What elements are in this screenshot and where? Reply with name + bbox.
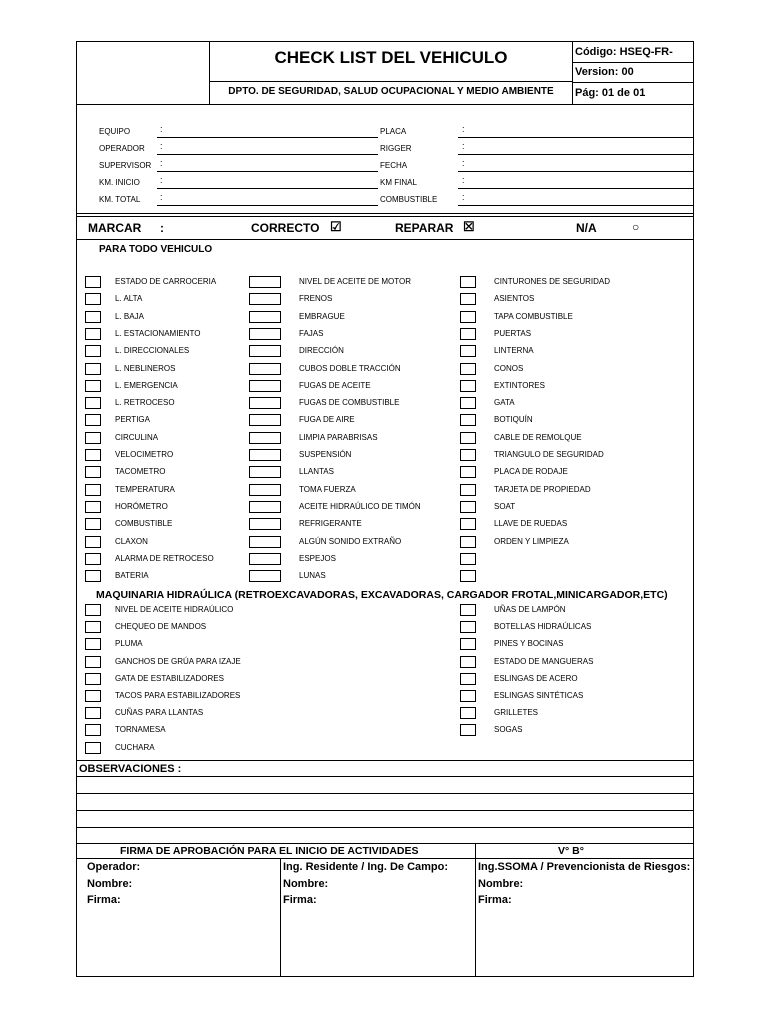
check-box[interactable]: [460, 724, 476, 736]
check-box[interactable]: [460, 484, 476, 496]
check-item-label: SUSPENSIÓN: [299, 450, 352, 459]
form-title: CHECK LIST DEL VEHICULO: [274, 48, 508, 67]
check-box[interactable]: [85, 484, 101, 496]
firma-heading: FIRMA DE APROBACIÓN PARA EL INICIO DE ACTIVIDADES: [120, 845, 419, 857]
check-item-label: FUGAS DE COMBUSTIBLE: [299, 398, 400, 407]
observaciones-line[interactable]: [77, 810, 694, 811]
observaciones-line[interactable]: [77, 793, 694, 794]
check-box[interactable]: [85, 449, 101, 461]
info-field[interactable]: [458, 154, 694, 155]
section-divider: [77, 760, 694, 761]
check-item-label: PLACA DE RODAJE: [494, 467, 568, 476]
check-item-label: EXTINTORES: [494, 381, 545, 390]
check-item-label: ESPEJOS: [299, 554, 336, 563]
check-item-label: ALGÚN SONIDO EXTRAÑO: [299, 537, 402, 546]
info-label: COMBUSTIBLE: [380, 195, 438, 204]
info-label: RIGGER: [380, 144, 412, 153]
check-box[interactable]: [249, 328, 281, 340]
check-item-label: ACEITE HIDRAÚLICO DE TIMÓN: [299, 502, 421, 511]
check-box[interactable]: [460, 276, 476, 288]
check-item-label: TOMA FUERZA: [299, 485, 356, 494]
section-divider: [77, 843, 694, 844]
info-label: SUPERVISOR: [99, 161, 152, 170]
check-box[interactable]: [85, 673, 101, 685]
check-item-label: LLANTAS: [299, 467, 334, 476]
check-box[interactable]: [460, 363, 476, 375]
check-box[interactable]: [85, 380, 101, 392]
info-field[interactable]: [157, 188, 378, 189]
check-box[interactable]: [85, 311, 101, 323]
check-item-label: TARJETA DE PROPIEDAD: [494, 485, 591, 494]
info-field[interactable]: [458, 171, 694, 172]
check-box[interactable]: [460, 311, 476, 323]
check-box[interactable]: [460, 518, 476, 530]
check-box[interactable]: [85, 536, 101, 548]
check-box[interactable]: [249, 293, 281, 305]
check-item-label: BOTELLAS HIDRAÚLICAS: [494, 622, 592, 631]
info-label: KM. INICIO: [99, 178, 140, 187]
check-box[interactable]: [249, 536, 281, 548]
firma-divider: [280, 858, 281, 976]
check-box[interactable]: [460, 466, 476, 478]
info-colon: :: [462, 158, 465, 168]
check-box[interactable]: [460, 397, 476, 409]
vehiculo-section-title: PARA TODO VEHICULO: [99, 244, 213, 255]
check-box[interactable]: [460, 501, 476, 513]
check-box[interactable]: [460, 690, 476, 702]
check-item-label: CONOS: [494, 364, 524, 373]
check-item-label: PERTIGA: [115, 415, 150, 424]
check-item-label: ASIENTOS: [494, 294, 535, 303]
check-box[interactable]: [460, 604, 476, 616]
firma-nombre-label: Nombre:: [478, 878, 524, 890]
check-box[interactable]: [249, 518, 281, 530]
info-colon: :: [462, 175, 465, 185]
check-item-label: L. EMERGENCIA: [115, 381, 178, 390]
check-item-label: PUERTAS: [494, 329, 532, 338]
info-colon: :: [160, 158, 163, 168]
check-item-label: TRIANGULO DE SEGURIDAD: [494, 450, 604, 459]
observaciones-line[interactable]: [77, 776, 694, 777]
check-box[interactable]: [460, 673, 476, 685]
check-item-label: CUBOS DOBLE TRACCIÓN: [299, 364, 401, 373]
info-colon: :: [160, 141, 163, 151]
header-divider: [77, 104, 694, 105]
check-item-label: GANCHOS DE GRÚA PARA IZAJE: [115, 657, 241, 666]
check-box[interactable]: [460, 432, 476, 444]
check-item-label: EMBRAGUE: [299, 312, 345, 321]
check-item-label: L. ALTA: [115, 294, 143, 303]
check-item-label: GATA: [494, 398, 515, 407]
check-item-label: SOAT: [494, 502, 516, 511]
check-box[interactable]: [85, 656, 101, 668]
info-colon: :: [462, 192, 465, 202]
section-divider: [77, 216, 694, 217]
check-item-label: ESTADO DE CARROCERIA: [115, 277, 217, 286]
checkbox-crossed-icon: ☒: [463, 219, 475, 234]
check-item-label: PINES Y BOCINAS: [494, 639, 564, 648]
check-box[interactable]: [85, 345, 101, 357]
check-item-label: TACOS PARA ESTABILIZADORES: [115, 691, 241, 700]
check-item-label: BATERIA: [115, 571, 149, 580]
info-field[interactable]: [458, 205, 694, 206]
check-item-label: BOTIQUÍN: [494, 415, 533, 424]
reparar-label: REPARAR: [395, 221, 454, 235]
info-field[interactable]: [458, 188, 694, 189]
header-divider: [572, 82, 694, 83]
check-box[interactable]: [460, 707, 476, 719]
info-field[interactable]: [157, 137, 378, 138]
check-box[interactable]: [460, 656, 476, 668]
check-box[interactable]: [249, 345, 281, 357]
info-colon: :: [462, 124, 465, 134]
check-box[interactable]: [249, 414, 281, 426]
check-item-label: L. RETROCESO: [115, 398, 175, 407]
check-item-label: HORÓMETRO: [115, 502, 168, 511]
check-box[interactable]: [85, 328, 101, 340]
circle-icon: ○: [632, 220, 640, 234]
maquinaria-section-title: MAQUINARIA HIDRAÚLICA (RETROEXCAVADORAS, EXCAVADORAS, CARGADOR FROTAL,MINICARGADOR,ETC): [96, 589, 668, 601]
observaciones-line[interactable]: [77, 827, 694, 828]
section-divider: [77, 213, 694, 214]
doc-code: Código: HSEQ-FR-: [575, 46, 673, 58]
check-item-label: FRENOS: [299, 294, 333, 303]
check-item-label: UÑAS DE LAMPÓN: [494, 605, 566, 614]
check-item-label: LUNAS: [299, 571, 326, 580]
check-item-label: LIMPIA PARABRISAS: [299, 433, 378, 442]
check-item-label: ALARMA DE RETROCESO: [115, 554, 214, 563]
department-subtitle: DPTO. DE SEGURIDAD, SALUD OCUPACIONAL Y MEDIO AMBIENTE: [228, 86, 554, 97]
check-item-label: CLAXON: [115, 537, 148, 546]
info-field[interactable]: [157, 205, 378, 206]
doc-version: Version: 00: [575, 66, 634, 78]
check-box[interactable]: [460, 414, 476, 426]
header-divider: [572, 42, 573, 104]
check-box[interactable]: [460, 380, 476, 392]
check-item-label: ORDEN Y LIMPIEZA: [494, 537, 569, 546]
check-box[interactable]: [249, 466, 281, 478]
check-box[interactable]: [85, 501, 101, 513]
check-box[interactable]: [85, 293, 101, 305]
check-box[interactable]: [460, 328, 476, 340]
firma-role: Operador:: [87, 861, 141, 873]
check-item-label: TORNAMESA: [115, 725, 166, 734]
info-field[interactable]: [458, 137, 694, 138]
check-item-label: CABLE DE REMOLQUE: [494, 433, 582, 442]
check-box[interactable]: [85, 690, 101, 702]
check-item-label: LINTERNA: [494, 346, 534, 355]
firma-divider: [475, 843, 476, 976]
marcar-label: MARCAR: [88, 221, 142, 235]
check-box[interactable]: [249, 276, 281, 288]
check-box[interactable]: [85, 397, 101, 409]
check-box[interactable]: [460, 293, 476, 305]
info-label: EQUIPO: [99, 127, 131, 136]
check-box[interactable]: [85, 707, 101, 719]
doc-page: Pág: 01 de 01: [575, 87, 646, 99]
na-label: N/A: [576, 221, 597, 235]
check-box[interactable]: [85, 724, 101, 736]
info-colon: :: [160, 175, 163, 185]
check-item-label: L. ESTACIONAMIENTO: [115, 329, 201, 338]
check-item-label: TAPA COMBUSTIBLE: [494, 312, 573, 321]
check-item-label: ESLINGAS SINTÉTICAS: [494, 691, 584, 700]
check-item-label: CINTURONES DE SEGURIDAD: [494, 277, 611, 286]
check-item-label: L. BAJA: [115, 312, 144, 321]
check-box[interactable]: [85, 553, 101, 565]
check-item-label: TEMPERATURA: [115, 485, 175, 494]
check-item-label: CUCHARA: [115, 743, 155, 752]
info-label: PLACA: [380, 127, 407, 136]
info-label: KM. TOTAL: [99, 195, 141, 204]
firma-nombre-label: Nombre:: [283, 878, 329, 890]
check-box[interactable]: [249, 553, 281, 565]
info-colon: :: [160, 124, 163, 134]
check-item-label: VELOCIMETRO: [115, 450, 174, 459]
check-item-label: REFRIGERANTE: [299, 519, 362, 528]
check-box[interactable]: [249, 484, 281, 496]
check-box[interactable]: [249, 397, 281, 409]
check-item-label: CUÑAS PARA LLANTAS: [115, 708, 204, 717]
firma-role: Ing.SSOMA / Prevencionista de Riesgos:: [478, 861, 691, 873]
check-box[interactable]: [85, 604, 101, 616]
check-box[interactable]: [460, 345, 476, 357]
check-box[interactable]: [85, 414, 101, 426]
firma-role: Ing. Residente / Ing. De Campo:: [283, 861, 449, 873]
correcto-label: CORRECTO: [251, 221, 320, 235]
check-box[interactable]: [460, 449, 476, 461]
check-box[interactable]: [460, 553, 476, 565]
check-box[interactable]: [249, 380, 281, 392]
check-box[interactable]: [85, 276, 101, 288]
check-box[interactable]: [85, 363, 101, 375]
check-item-label: L. NEBLINEROS: [115, 364, 176, 373]
info-field[interactable]: [157, 171, 378, 172]
firma-firma-label: Firma:: [478, 894, 512, 906]
check-box[interactable]: [460, 638, 476, 650]
info-label: KM FINAL: [380, 178, 417, 187]
check-item-label: ESLINGAS DE ACERO: [494, 674, 578, 683]
vb-heading: V° B°: [558, 845, 584, 857]
check-item-label: SOGAS: [494, 725, 523, 734]
check-box[interactable]: [460, 621, 476, 633]
check-box[interactable]: [249, 363, 281, 375]
check-box[interactable]: [85, 570, 101, 582]
check-item-label: NIVEL DE ACEITE HIDRAÚLICO: [115, 605, 234, 614]
check-item-label: NIVEL DE ACEITE DE MOTOR: [299, 277, 412, 286]
info-colon: :: [462, 141, 465, 151]
check-item-label: ESTADO DE MANGUERAS: [494, 657, 594, 666]
info-colon: :: [160, 192, 163, 202]
check-box[interactable]: [460, 570, 476, 582]
check-box[interactable]: [85, 621, 101, 633]
info-label: FECHA: [380, 161, 408, 170]
info-label: OPERADOR: [99, 144, 145, 153]
header-divider: [572, 62, 694, 63]
check-item-label: COMBUSTIBLE: [115, 519, 173, 528]
check-box[interactable]: [85, 432, 101, 444]
check-box[interactable]: [249, 449, 281, 461]
check-box[interactable]: [85, 518, 101, 530]
marcar-colon: :: [160, 221, 164, 235]
check-box[interactable]: [249, 570, 281, 582]
check-item-label: DIRECCIÓN: [299, 346, 344, 355]
firma-nombre-label: Nombre:: [87, 878, 133, 890]
check-box[interactable]: [85, 742, 101, 754]
check-box[interactable]: [85, 638, 101, 650]
info-field[interactable]: [157, 154, 378, 155]
check-item-label: TACOMETRO: [115, 467, 166, 476]
check-item-label: FUGA DE AIRE: [299, 415, 355, 424]
check-item-label: GATA DE ESTABILIZADORES: [115, 674, 224, 683]
firma-firma-label: Firma:: [283, 894, 317, 906]
header-divider: [209, 81, 572, 82]
check-box[interactable]: [249, 501, 281, 513]
check-item-label: CIRCULINA: [115, 433, 159, 442]
check-box[interactable]: [249, 432, 281, 444]
check-box[interactable]: [85, 466, 101, 478]
check-item-label: GRILLETES: [494, 708, 539, 717]
firma-firma-label: Firma:: [87, 894, 121, 906]
observaciones-label: OBSERVACIONES :: [79, 763, 182, 775]
check-box[interactable]: [460, 536, 476, 548]
section-divider: [77, 239, 694, 240]
check-item-label: CHEQUEO DE MANDOS: [115, 622, 207, 631]
check-box[interactable]: [249, 311, 281, 323]
check-item-label: FUGAS DE ACEITE: [299, 381, 371, 390]
check-item-label: LLAVE DE RUEDAS: [494, 519, 568, 528]
check-item-label: PLUMA: [115, 639, 143, 648]
checkbox-checked-icon: ☑: [330, 219, 342, 234]
check-item-label: FAJAS: [299, 329, 324, 338]
firma-divider: [77, 858, 694, 859]
check-item-label: L. DIRECCIONALES: [115, 346, 190, 355]
